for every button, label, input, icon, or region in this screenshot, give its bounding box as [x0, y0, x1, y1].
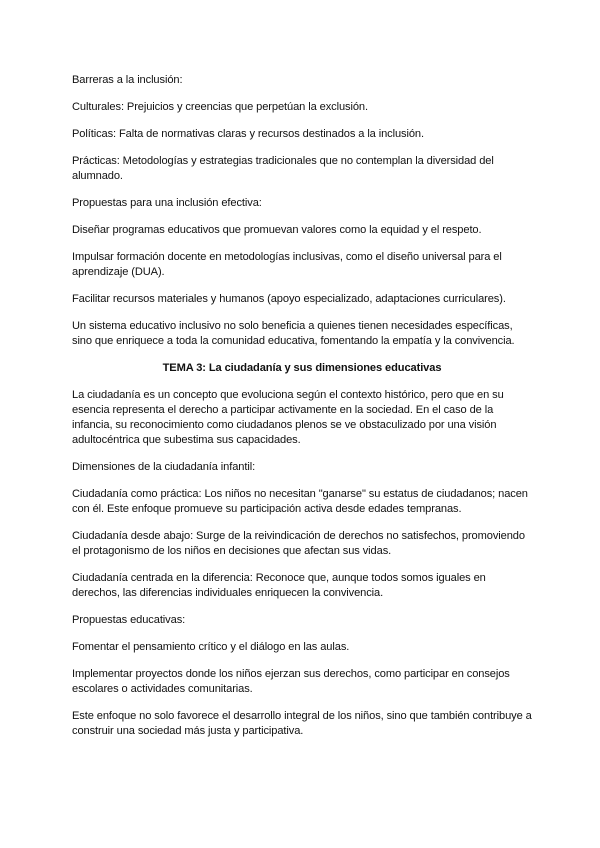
- dimensions-title: Dimensiones de la ciudadanía infantil:: [72, 461, 256, 473]
- dimension-difference: Ciudadanía centrada en la diferencia: Reconoce que, aunque todos somos iguales en derechos, las diferencias individuales enriquecen la convivencia.: [72, 572, 486, 599]
- educational-proposals-title: Propuestas educativas:: [72, 614, 186, 626]
- barrier-practical: Prácticas: Metodologías y estrategias tradicionales que no contemplan la diversidad del alumnado.: [72, 155, 494, 182]
- educational-proposal-1: Fomentar el pensamiento crítico y el diálogo en las aulas.: [72, 641, 350, 653]
- barrier-cultural: Culturales: Prejuicios y creencias que perpetúan la exclusión.: [72, 101, 368, 113]
- educational-proposal-2: Implementar proyectos donde los niños ejerzan sus derechos, como participar en consejos escolares o actividades comunitarias.: [72, 668, 510, 695]
- barriers-title: Barreras a la inclusión:: [72, 74, 183, 86]
- inclusion-proposal-3: Facilitar recursos materiales y humanos (apoyo especializado, adaptaciones curriculares).: [72, 293, 506, 305]
- dimension-below: Ciudadanía desde abajo: Surge de la reivindicación de derechos no satisfechos, promoviendo el protagonismo de los niños en decisiones que afectan sus vidas.: [72, 530, 525, 557]
- document-body: [72, 73, 532, 751]
- section-heading: TEMA 3: La ciudadanía y sus dimensiones educativas: [162, 362, 442, 374]
- barrier-political: Políticas: Falta de normativas claras y recursos destinados a la inclusión.: [72, 128, 424, 140]
- citizenship-conclusion: Este enfoque no solo favorece el desarrollo integral de los niños, sino que también contribuye a construir una sociedad más justa y participativa.: [72, 710, 532, 737]
- inclusion-proposals-title: Propuestas para una inclusión efectiva:: [72, 197, 262, 209]
- inclusion-conclusion: Un sistema educativo inclusivo no solo beneficia a quienes tienen necesidades específicas, sino que enriquece a toda la comunidad educativa, fomentando la empatía y la convivencia.: [72, 320, 515, 347]
- inclusion-proposal-2: Impulsar formación docente en metodologías inclusivas, como el diseño universal para el aprendizaje (DUA).: [72, 251, 502, 278]
- dimension-practice: Ciudadanía como práctica: Los niños no necesitan "ganarse" su estatus de ciudadanos; nacen con él. Este enfoque promueve su participación activa desde edades tempranas.: [72, 488, 528, 515]
- inclusion-proposal-1: Diseñar programas educativos que promuevan valores como la equidad y el respeto.: [72, 224, 482, 236]
- citizenship-intro: La ciudadanía es un concepto que evoluciona según el contexto histórico, pero que en su esencia representa el derecho a participar activamente en la sociedad. En el caso de la infancia, su reconocimiento como ciudadanos plenos se ve obstaculizado por una visión adultocéntrica que subestima sus capacidades.: [72, 389, 504, 446]
